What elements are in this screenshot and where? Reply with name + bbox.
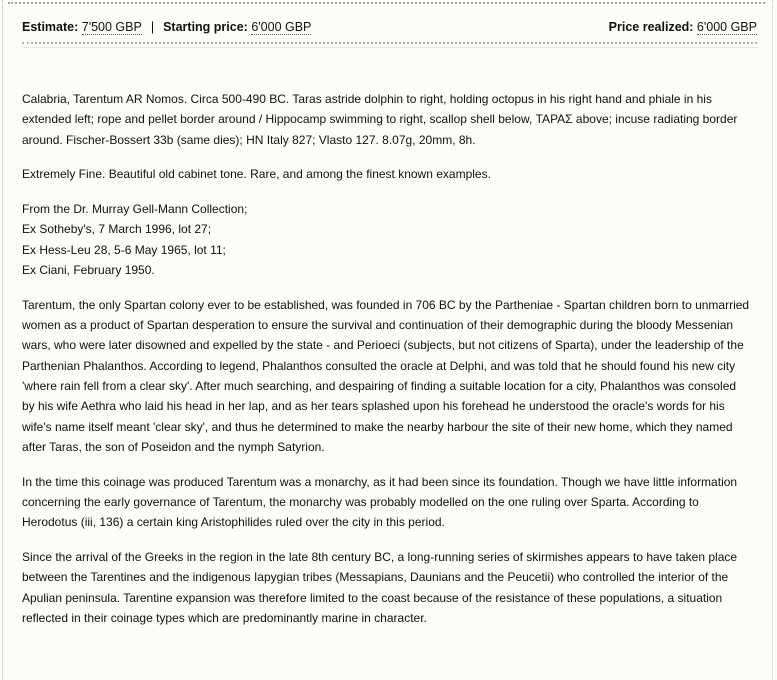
estimate-value: 7'500 GBP [81, 19, 142, 34]
price-realized-label: Price realized: [608, 20, 694, 34]
page-edge-right [772, 0, 773, 680]
header-divider [22, 42, 757, 44]
top-divider [8, 2, 765, 4]
price-header-left [22, 20, 311, 35]
provenance-line: Ex Hess-Leu 28, 5-6 May 1965, lot 11; [22, 242, 226, 257]
estimate-label: Estimate: [22, 20, 79, 34]
history-paragraph-founding: Tarentum, the only Spartan colony ever to be established, was founded in 706 BC by the Partheniae - Spartan children born to unmarried women as a product of Spartan desperation to ensure the survival and continuation of their demographic during the bloody Messenian wars, who were later disowned and expelled by the state - and Perioeci (subjects, but not citizens of Sparta), under the leadership of the Parthenian Phalanthos. According to legend, Phalanthos consulted the oracle at Delphi, and was told that he should found his new city 'where rain fell from a clear sky'. After much searching, and despairing of finding a suitable location for a city, Phalanthos was consoled by his wife Aethra who laid his head in her lap, and as her tears splashed upon his forehead he understood the oracle's words for his wife's name itself meant 'clear sky', and thus he determined to make the nearby harbour the site of their new home, which they named after Taras, the son of Poseidon and the nymph Satyrion. [22, 297, 750, 454]
provenance-line: Ex Sotheby's, 7 March 1996, lot 27; [22, 222, 212, 237]
lot-description [22, 89, 752, 643]
coin-description: Calabria, Tarentum AR Nomos. Circa 500-490 BC. Taras astride dolphin to right, holding octopus in his right hand and phiale in his extended left; rope and pellet border around / Hippocamp swimming to right, scallop shell below, ΤΑΡΑΣ above; incuse radiating border around. Fischer-Bossert 33b (same dies); HN Italy 827; Vlasto 127. 8.07g, 20mm, 8h. [22, 92, 738, 147]
price-realized-value: 6'000 GBP [696, 20, 757, 34]
starting-price-label: Starting price: [163, 20, 248, 34]
provenance-list [22, 199, 752, 280]
header-divider-secondary [22, 47, 757, 48]
starting-price-value: 6'000 GBP [251, 19, 312, 34]
history-paragraph-expansion: Since the arrival of the Greeks in the region in the late 8th century BC, a long-running series of skirmishes appears to have taken place between the Tarentines and the indigenous Iapygian tribes (Messapians, Daunians and the Peucetii) who controlled the interior of the Apulian peninsula. Tarentine expansion was therefore limited to the coast because of the resistance of these populations, a situation reflected in their coinage types which are predominantly marine in character. [22, 550, 738, 626]
header-separator: | [150, 20, 155, 34]
price-header-right [609, 20, 757, 34]
history-paragraph-monarchy: In the time this coinage was produced Tarentum was a monarchy, as it had been since its foundation. Though we have little information concerning the early governance of Tarentum, the monarchy was probably modelled on the one ruling over Sparta. According to Herodotus (iii, 136) a certain king Aristophilides ruled over the city in this period. [22, 474, 738, 530]
page-edge-left [2, 0, 3, 680]
provenance-line: From the Dr. Murray Gell-Mann Collection; [22, 202, 248, 217]
coin-grade: Extremely Fine. Beautiful old cabinet tone. Rare, and among the finest known examples. [22, 167, 491, 182]
price-header [22, 17, 757, 37]
provenance-line: Ex Ciani, February 1950. [22, 263, 155, 278]
